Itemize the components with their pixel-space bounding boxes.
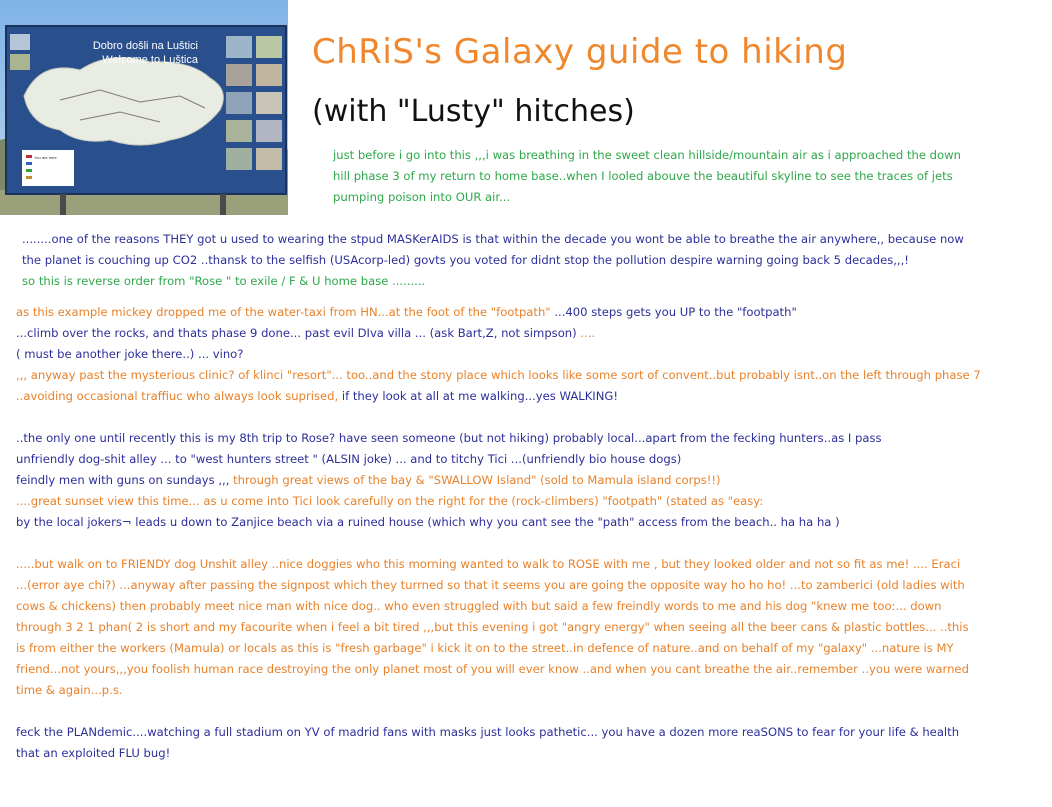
welcome-sign-illustration xyxy=(0,0,288,215)
text-line: ( must be another joke there..) ... vino? xyxy=(16,347,244,361)
text-line: is from either the workers (Mamula) or locals as this is "fresh garbage" i kick it on to the street..in defence of nature..and on behalf of my "galaxy" ...nature is MY xyxy=(16,641,954,655)
text-line: ,,, anyway past the mysterious clinic? of klinci "resort"... too..and the stony place which looks like some sort of convent..but probably isnt..on the left through phase 7 xyxy=(16,368,981,382)
sign-legend-title: You are here xyxy=(34,155,57,160)
text-line: ...(error aye chi?) ...anyway after passing the signpost which they turrned so that it seems you are going the opposite way ho ho ho! ...to zamberici (old ladies with xyxy=(16,578,965,592)
text-line: cows & chickens) then probably meet nice man with nice dog.. who even struggled with but said a few freindly words to me and his dog "knew me too:... down xyxy=(16,599,942,613)
text-line: .....but walk on to FRIENDY dog Unshit alley ..nice doggies who this morning wanted to walk to ROSE with me , but they looked older and not so fit as me! .... Eraci xyxy=(16,557,961,571)
page-title: ChRiS's Galaxy guide to hiking xyxy=(312,32,848,72)
text-segment: through great views of the bay & "SWALLOW Island" (sold to Mamula island corps!!) xyxy=(233,473,721,487)
text-line: ..the only one until recently this is my 8th trip to Rose? have seen someone (but not hiking) probably local...apart from the fecking hunters..as I pass xyxy=(16,431,882,445)
sign-text-line1: Dobro došli na Luštici xyxy=(92,40,198,52)
text-line: ....great sunset view this time... as u come into Tici look carefully on the right for the (rock-climbers) "footpath" (stated as "easy: xyxy=(16,494,764,508)
text-line: time & again...p.s. xyxy=(16,683,123,697)
walk-paragraph xyxy=(16,302,981,407)
footer-paragraph xyxy=(16,722,959,764)
text-line xyxy=(16,470,882,491)
text-line xyxy=(16,386,981,407)
text-segment: .... xyxy=(580,326,596,340)
text-line: by the local jokers¬ leads u down to Zanjice beach via a ruined house (which why you cant see the "path" access from the beach.. ha ha ha ) xyxy=(16,515,840,529)
text-line: unfriendly dog-shit alley ... to "west hunters street " (ALSIN joke) ... and to titchy Tici ...(unfriendly bio house dogs) xyxy=(16,452,682,466)
text-segment: ...400 steps gets you UP to the "footpath" xyxy=(550,305,797,319)
text-line: that an exploited FLU bug! xyxy=(16,746,171,760)
text-segment: ...climb over the rocks, and thats phase 9 done... past evil DIva villa ... (ask Bart,Z, not simpson) xyxy=(16,326,581,340)
masks-paragraph xyxy=(22,229,964,292)
text-line: friend...not yours,,,you foolish human race destroying the only planet most of you will ever know ..and when you cant breathe the air..remember ..you were warned xyxy=(16,662,969,676)
page-subtitle: (with "Lusty" hitches) xyxy=(312,94,635,129)
rose-paragraph xyxy=(16,428,882,533)
text-line xyxy=(16,323,981,344)
text-line: the planet is couching up CO2 ..thansk to the selfish (USAcorp-led) govts you voted for didnt stop the pollution despire warning going back 5 decades,,,! xyxy=(22,253,909,267)
text-line xyxy=(16,302,981,323)
text-line: so this is reverse order from "Rose " to exile / F & U home base ......... xyxy=(22,274,426,288)
intro-paragraph xyxy=(333,145,961,208)
friendly-paragraph xyxy=(16,554,969,701)
text-line: hill phase 3 of my return to home base..when I looled abouve the beautiful skyline to see the traces of jets xyxy=(333,169,953,183)
text-line: through 3 2 1 phan( 2 is short and my facourite when i feel a bit tired ,,,but this evening i got "angry energy" when seeing all the beer cans & plastic bottles... ..this xyxy=(16,620,969,634)
text-segment: if they look at all at me walking...yes WALKING! xyxy=(341,389,619,403)
text-line: just before i go into this ,,,i was breathing in the sweet clean hillside/mountain air as i approached the down xyxy=(333,148,961,162)
text-line: feck the PLANdemic....watching a full stadium on YV of madrid fans with masks just looks pathetic... you have a dozen more reaSONS to fear for your life & health xyxy=(16,725,960,739)
text-segment: ..avoiding occasional traffiuc who always look suprised, xyxy=(16,389,342,403)
text-segment: feindly men with guns on sundays ,,, xyxy=(16,473,234,487)
text-line: pumping poison into OUR air... xyxy=(333,190,511,204)
sign-text-line2: Welcome to Luštica xyxy=(102,54,198,66)
welcome-sign-photo xyxy=(0,0,288,215)
text-segment: as this example mickey dropped me of the water-taxi from HN...at the foot of the "footpath" xyxy=(16,305,551,319)
text-line: ........one of the reasons THEY got u used to wearing the stpud MASKerAIDS is that within the decade you wont be able to breathe the air anywhere,, because now xyxy=(22,232,964,246)
